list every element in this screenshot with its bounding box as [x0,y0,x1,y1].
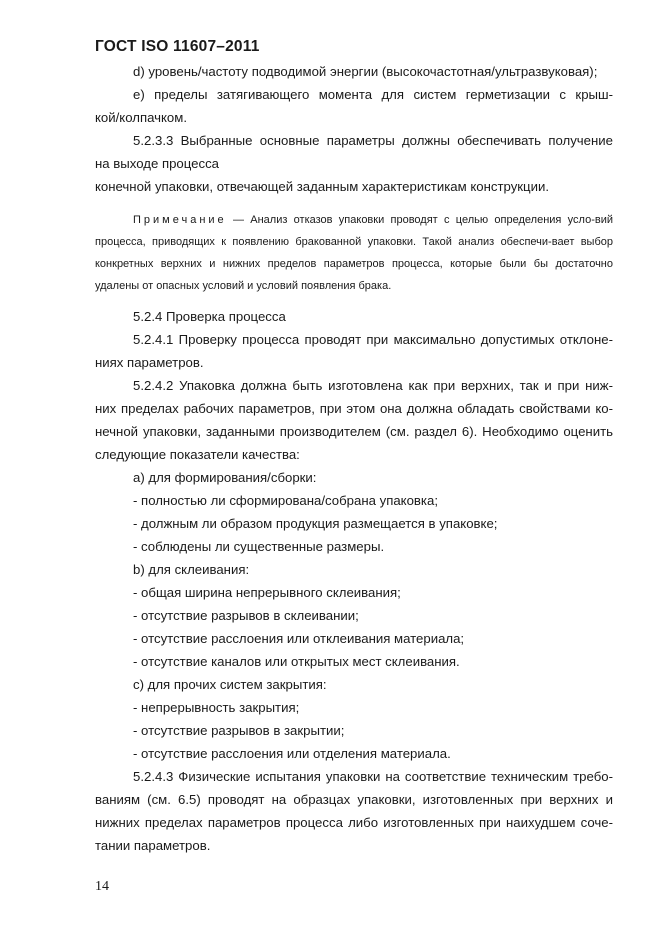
group-b-item: - отсутствие разрывов в склеивании; [133,608,359,623]
clause-5-2-4-3-line1: 5.2.4.3 Физические испытания упаковки на соответствие техническим требо- [133,769,613,784]
clause-5-2-3-3-line2: на выходе процесса [95,156,220,171]
group-c-item: - отсутствие разрывов в закрытии; [133,723,345,738]
section-5-2-4-heading: 5.2.4 Проверка процесса [133,309,286,324]
clause-5-2-4-1-line2: ниях параметров. [95,355,204,370]
note-label: Примечание [133,214,227,226]
group-b-item: - общая ширина непрерывного склеивания; [133,585,401,600]
group-c-item: - непрерывность закрытия; [133,700,300,715]
note-paragraph [95,209,613,297]
group-b-item: - отсутствие расслоения или отклеивания материала; [133,631,465,646]
clause-5-2-4-2-line3: нечной упаковки, заданными производителем (см. раздел 6). Необходимо оценить [95,424,613,439]
group-a-label: a) для формирования/сборки: [133,470,317,485]
clause-5-2-3-3-line3: конечной упаковки, отвечающей заданным характеристикам конструкции. [95,179,550,194]
clause-5-2-4-3-line3: нижних пределах параметров процесса либо изготовленных при наихудшем соче- [95,815,613,830]
clause-5-2-4-2-line2: них пределах рабочих параметров, при этом она должна обладать свойствами ко- [95,401,613,416]
document-body [95,60,613,857]
clause-5-2-3-3-line1: 5.2.3.3 Выбранные основные параметры должны обеспечивать получение [133,133,613,148]
list-item-e-line1: e) пределы затягивающего момента для систем герметизации с крыш- [133,87,613,102]
clause-5-2-4-2-line4: следующие показатели качества: [95,447,300,462]
clause-5-2-4-3-line4: тании параметров. [95,838,211,853]
group-b-item: - отсутствие каналов или открытых мест склеивания. [133,654,460,669]
clause-5-2-4-3-line2: ваниям (см. 6.5) проводят на образцах упаковки, изготовленных при верхних и [95,792,613,807]
group-c-label: c) для прочих систем закрытия: [133,677,327,692]
page-number: 14 [95,879,109,894]
group-a-item: - соблюдены ли существенные размеры. [133,539,385,554]
clause-5-2-4-1-line1: 5.2.4.1 Проверку процесса проводят при максимально допустимых отклоне- [133,332,613,347]
note-text: — Анализ отказов упаковки проводят с целью определения усло-вий процесса, приводящих к появлению бракованной упаковки. Такой анализ обеспечи-вает выбор конкретных верхних и нижних пределов параметров процесса, которые были бы достаточно удалены от опасных условий и условий появления брака. [95,214,613,292]
group-a-item: - полностью ли сформирована/собрана упаковка; [133,493,438,508]
group-c-item: - отсутствие расслоения или отделения материала. [133,746,451,761]
standard-header: ГОСТ ISO 11607–2011 [95,38,260,55]
group-a-item: - должным ли образом продукция размещается в упаковке; [133,516,498,531]
group-b-label: b) для склеивания: [133,562,250,577]
list-item-d: d) уровень/частоту подводимой энергии (высокочастотная/ультразвуковая); [133,64,598,79]
clause-5-2-4-2-line1: 5.2.4.2 Упаковка должна быть изготовлена как при верхних, так и при ниж- [133,378,613,393]
list-item-e-line2: кой/колпачком. [95,110,187,125]
